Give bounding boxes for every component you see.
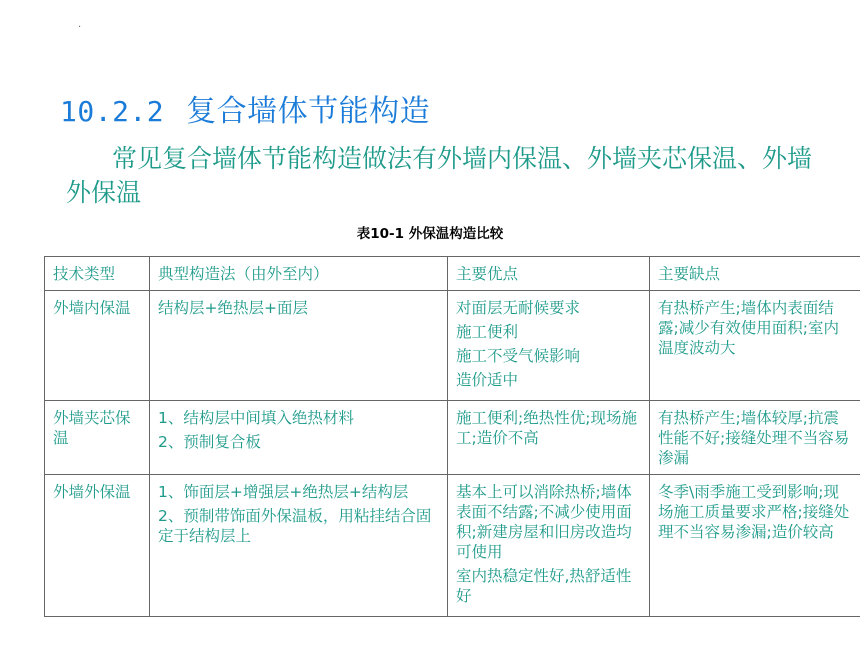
pros-line: 对面层无耐候要求 xyxy=(456,299,581,317)
method-line: 结构层+绝热层+面层 xyxy=(158,299,308,317)
pros-line: 基本上可以消除热桥;墙体表面不结露;不减少使用面积;新建房屋和旧房改造均可使用 xyxy=(456,483,632,561)
cell-type: 外墙外保温 xyxy=(45,475,150,617)
intro-paragraph: 常见复合墙体节能构造做法有外墙内保温、外墙夹芯保温、外墙外保温 xyxy=(66,144,813,207)
method-line: 2、预制复合板 xyxy=(158,433,261,451)
cell-method xyxy=(150,475,448,617)
header-cell-pros: 主要优点 xyxy=(448,257,650,291)
cell-pros xyxy=(448,291,650,401)
cell-cons: 冬季\雨季施工受到影响;现场施工质量要求严格;接缝处理不当容易渗漏;造价较高 xyxy=(650,475,860,617)
cell-method xyxy=(150,401,448,475)
header-cell-method: 典型构造法（由外至内） xyxy=(150,257,448,291)
table-header-row xyxy=(45,257,860,291)
table-row xyxy=(45,401,860,475)
decorative-dot: · xyxy=(78,22,82,33)
cell-type: 外墙内保温 xyxy=(45,291,150,401)
method-line: 2、预制带饰面外保温板，用粘挂结合固定于结构层上 xyxy=(158,507,432,545)
header-cell-type: 技术类型 xyxy=(45,257,150,291)
section-heading xyxy=(60,86,430,130)
cell-method xyxy=(150,291,448,401)
header-cell-cons: 主要缺点 xyxy=(650,257,860,291)
pros-line: 造价适中 xyxy=(456,371,519,389)
pros-line: 室内热稳定性好,热舒适性好 xyxy=(456,567,632,605)
method-line: 1、饰面层+增强层+绝热层+结构层 xyxy=(158,483,409,501)
table-caption: 表10-1 外保温构造比较 xyxy=(356,226,504,242)
comparison-table xyxy=(44,256,860,617)
pros-line: 施工便利 xyxy=(456,323,519,341)
cell-pros xyxy=(448,401,650,475)
cell-cons: 有热桥产生;墙体较厚;抗震性能不好;接缝处理不当容易渗漏 xyxy=(650,401,860,475)
section-number: 10.2.2 xyxy=(60,95,165,128)
pros-line: 施工不受气候影响 xyxy=(456,347,581,365)
pros-line: 施工便利;绝热性优;现场施工;造价不高 xyxy=(456,409,637,447)
method-line: 1、结构层中间填入绝热材料 xyxy=(158,409,354,427)
table-row xyxy=(45,291,860,401)
cell-pros xyxy=(448,475,650,617)
cell-cons: 有热桥产生;墙体内表面结露;减少有效使用面积;室内温度波动大 xyxy=(650,291,860,401)
table-row xyxy=(45,475,860,617)
section-title: 复合墙体节能构造 xyxy=(186,94,431,129)
cell-type: 外墙夹芯保温 xyxy=(45,401,150,475)
